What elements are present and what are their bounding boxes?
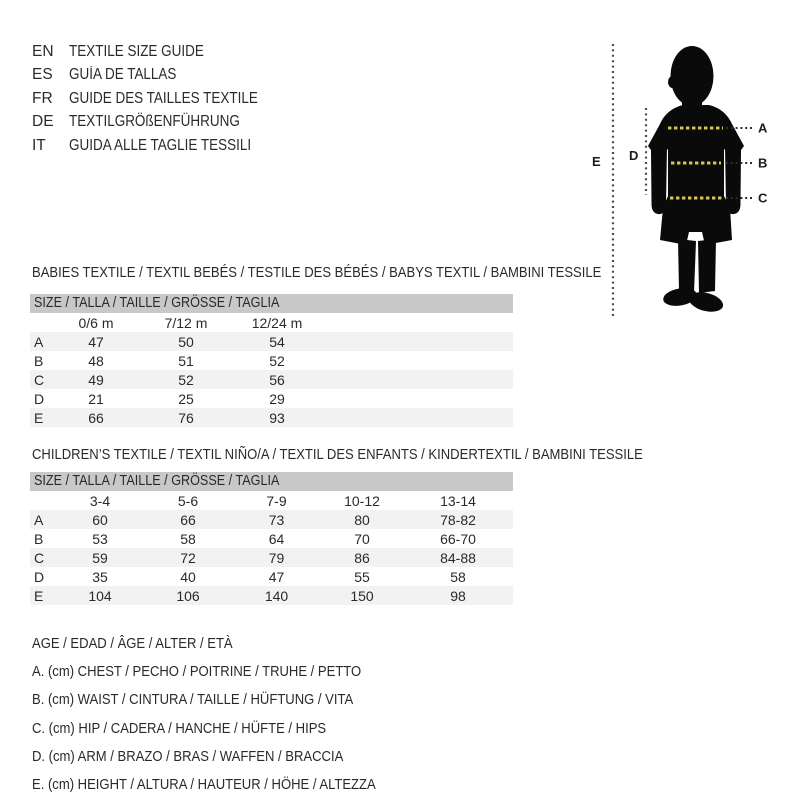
cell: 59 (92, 549, 108, 566)
cell: 106 (176, 587, 200, 604)
cell: 80 (354, 511, 370, 528)
language-title: GUIDA ALLE TAGLIE TESSILI (69, 136, 252, 154)
babies-section-title: BABIES TEXTILE / TEXTIL BEBÉS / TESTILE DES BÉBÉS / BABYS TEXTIL / BAMBINI TESSILE (32, 264, 602, 281)
table-row (30, 351, 513, 370)
cell: 58 (450, 568, 466, 585)
children-column-header-row (30, 491, 513, 510)
cell: 73 (268, 511, 285, 528)
babies-column-header-row (30, 313, 513, 332)
cell: 76 (178, 409, 194, 426)
cell: 66-70 (440, 530, 476, 547)
legend-arm: D. (cm) ARM / BRAZO / BRAS / WAFFEN / BRACCIA (32, 747, 344, 765)
cell: 47 (88, 333, 104, 350)
babies-col-7-12m: 7/12 m (164, 314, 208, 331)
legend-waist: B. (cm) WAIST / CINTURA / TAILLE / HÜFTUNG / VITA (32, 691, 354, 709)
label-hip-c: C (758, 190, 768, 206)
table-row (30, 370, 513, 389)
label-height-e: E (592, 154, 601, 169)
row-label: D (34, 390, 45, 407)
row-label: B (34, 530, 44, 547)
cell: 40 (180, 568, 196, 585)
legend-age: AGE / EDAD / ÂGE / ALTER / ETÀ (32, 634, 233, 652)
label-arm-d: D (629, 148, 639, 163)
cell: 53 (92, 530, 108, 547)
cell: 55 (354, 568, 370, 585)
cell: 54 (269, 333, 285, 350)
language-code: FR (32, 89, 53, 107)
cell: 56 (269, 371, 285, 388)
children-size-header-bar: SIZE / TALLA / TAILLE / GRÖSSE / TAGLIA (30, 472, 513, 491)
table-row (30, 567, 513, 586)
language-title: TEXTILE SIZE GUIDE (69, 42, 204, 60)
language-row-en (32, 40, 286, 64)
language-row-de (32, 111, 286, 135)
cell: 79 (268, 549, 285, 566)
cell: 140 (264, 587, 289, 604)
row-label: B (34, 352, 44, 369)
language-row-fr (32, 87, 286, 111)
cell: 86 (354, 549, 370, 566)
measurement-figure (585, 35, 800, 325)
table-row (30, 408, 513, 427)
cell: 21 (88, 390, 104, 407)
cell: 49 (88, 371, 104, 388)
cell: 29 (269, 390, 285, 407)
language-title-list (32, 40, 286, 158)
babies-size-header-bar: SIZE / TALLA / TAILLE / GRÖSSE / TAGLIA (30, 294, 513, 313)
cell: 104 (88, 587, 112, 604)
cell: 66 (88, 409, 104, 426)
cell: 66 (180, 511, 196, 528)
measurement-figure-svg (585, 35, 800, 325)
babies-size-table (30, 294, 513, 427)
row-label: C (34, 549, 45, 566)
cell: 35 (92, 568, 108, 585)
babies-col-0-6m: 0/6 m (78, 314, 114, 331)
children-col-3-4: 3-4 (89, 492, 111, 509)
language-code: EN (32, 42, 54, 60)
children-size-table (30, 472, 513, 605)
children-section-title: CHILDREN’S TEXTILE / TEXTIL NIÑO/A / TEXTIL DES ENFANTS / KINDERTEXTIL / BAMBINI TESSILE (32, 446, 643, 463)
language-row-it (32, 134, 286, 158)
row-label: E (34, 587, 44, 604)
cell: 52 (269, 352, 285, 369)
table-row (30, 529, 513, 548)
table-row (30, 586, 513, 605)
language-title: GUÍA DE TALLAS (69, 66, 177, 84)
cell: 78-82 (440, 511, 476, 528)
row-label: E (34, 409, 44, 426)
cell: 48 (88, 352, 104, 369)
cell: 50 (178, 333, 194, 350)
children-col-13-14: 13-14 (440, 492, 476, 509)
cell: 70 (354, 530, 370, 547)
row-label: C (34, 371, 45, 388)
cell: 84-88 (440, 549, 476, 566)
language-title: GUIDE DES TAILLES TEXTILE (69, 89, 258, 107)
language-code: IT (32, 136, 46, 154)
measurement-legend (32, 629, 427, 799)
cell: 150 (350, 587, 374, 604)
babies-col-12-24m: 12/24 m (251, 314, 303, 331)
cell: 52 (178, 371, 194, 388)
cell: 98 (450, 587, 466, 604)
cell: 51 (178, 352, 194, 369)
legend-height: E. (cm) HEIGHT / ALTURA / HAUTEUR / HÖHE / ALTEZZA (32, 776, 376, 794)
legend-chest: A. (cm) CHEST / PECHO / POITRINE / TRUHE / PETTO (32, 662, 362, 680)
table-row (30, 548, 513, 567)
children-col-5-6: 5-6 (177, 492, 199, 509)
cell: 93 (269, 409, 285, 426)
cell: 60 (92, 511, 108, 528)
row-label: A (34, 511, 44, 528)
language-row-es (32, 64, 286, 88)
language-code: DE (32, 113, 54, 131)
children-col-10-12: 10-12 (344, 492, 380, 509)
cell: 58 (180, 530, 196, 547)
label-waist-b: B (758, 155, 768, 171)
row-label: D (34, 568, 45, 585)
table-row (30, 332, 513, 351)
table-row (30, 510, 513, 529)
legend-hip: C. (cm) HIP / CADERA / HANCHE / HÜFTE / HIPS (32, 719, 327, 737)
cell: 25 (178, 390, 194, 407)
cell: 72 (180, 549, 196, 566)
language-title: TEXTILGRÖßENFÜHRUNG (69, 113, 240, 131)
table-row (30, 389, 513, 408)
cell: 47 (268, 568, 285, 585)
children-col-7-9: 7-9 (266, 492, 287, 509)
label-chest-a: A (758, 120, 768, 136)
cell: 64 (268, 530, 285, 547)
row-label: A (34, 333, 44, 350)
language-code: ES (32, 66, 53, 84)
